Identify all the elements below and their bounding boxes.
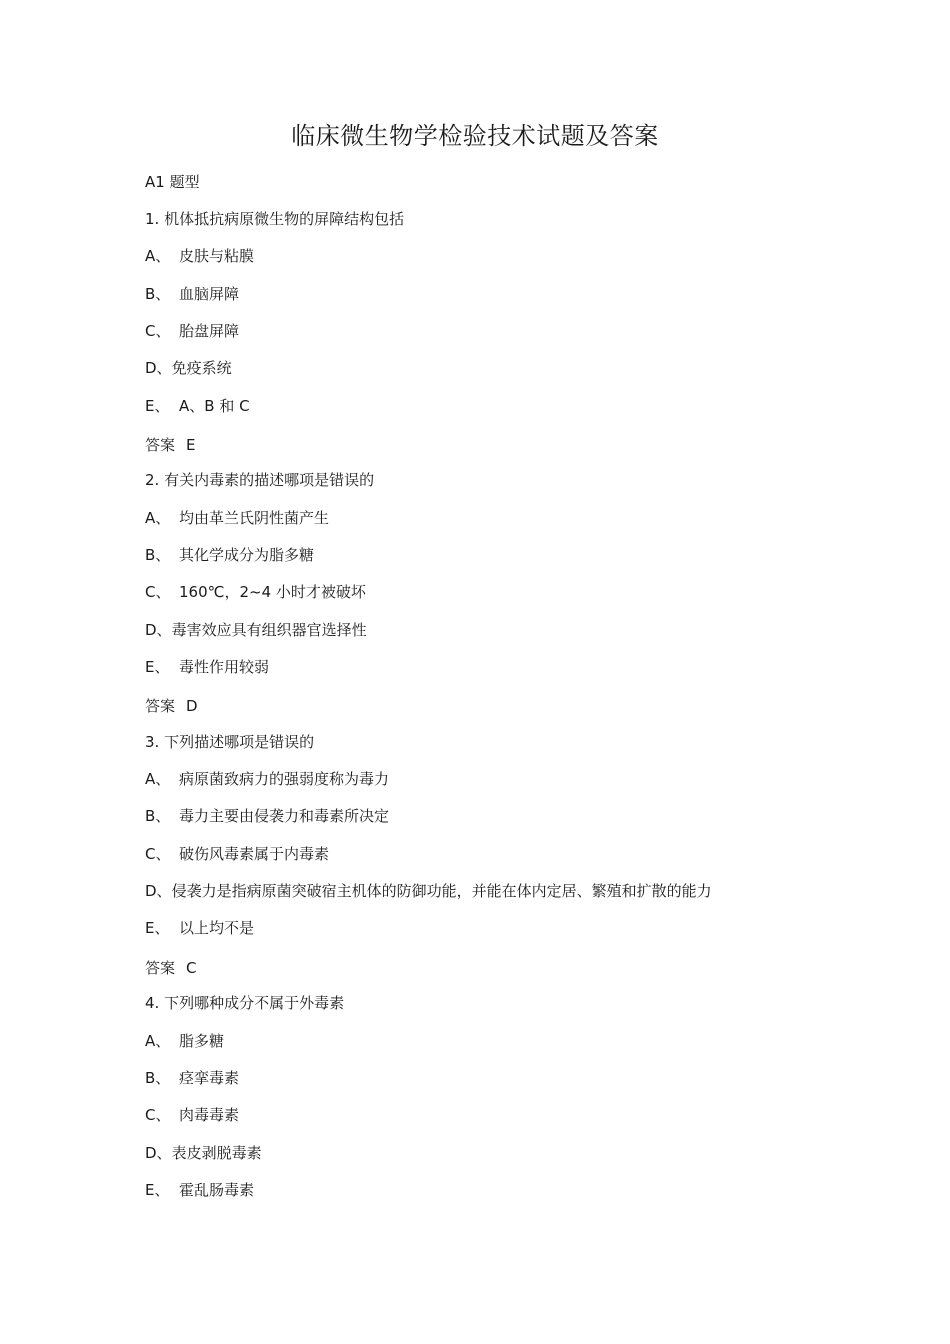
option-label: D、: [145, 882, 172, 900]
option-line: [145, 769, 389, 789]
answer-line: [145, 696, 198, 716]
answer-label: 答案: [145, 697, 176, 715]
option-line: [145, 1105, 239, 1125]
option-text: 痉挛毒素: [179, 1069, 240, 1087]
option-line: [145, 1068, 239, 1088]
option-label: D、: [145, 621, 172, 639]
option-label: E、: [145, 1181, 170, 1199]
option-text: 以上均不是: [179, 919, 255, 937]
option-text: 毒害效应具有组织器官选择性: [171, 621, 367, 639]
answer-label: 答案: [145, 959, 176, 977]
option-line: [145, 358, 232, 378]
option-line: [145, 1143, 262, 1163]
option-text: 免疫系统: [171, 359, 232, 377]
option-line: [145, 881, 712, 901]
option-label: C、: [145, 583, 171, 601]
option-label: A、: [145, 509, 171, 527]
option-line: [145, 284, 239, 304]
option-label: D、: [145, 359, 172, 377]
option-label: B、: [145, 285, 171, 303]
option-label: D、: [145, 1144, 172, 1162]
option-line: [145, 321, 239, 341]
option-line: [145, 657, 269, 677]
answer-value: C: [186, 959, 197, 977]
answer-line: [145, 958, 196, 978]
option-label: E、: [145, 397, 170, 415]
option-label: E、: [145, 919, 170, 937]
document-title: 临床微生物学检验技术试题及答案: [291, 122, 659, 150]
question-stem: 4. 下列哪种成分不属于外毒素: [145, 994, 345, 1012]
option-line: [145, 246, 254, 266]
option-line: [145, 396, 250, 416]
option-text: 160℃，2~4 小时才被破坏: [179, 583, 366, 601]
option-label: A、: [145, 770, 171, 788]
option-label: A、: [145, 1032, 171, 1050]
option-text: 其化学成分为脂多糖: [179, 546, 315, 564]
option-line: [145, 620, 367, 640]
option-line: [145, 1180, 254, 1200]
option-text: 侵袭力是指病原菌突破宿主机体的防御功能，并能在体内定居、繁殖和扩散的能力: [171, 882, 712, 900]
answer-line: [145, 435, 195, 455]
option-label: C、: [145, 845, 171, 863]
option-text: 均由革兰氏阴性菌产生: [179, 509, 330, 527]
option-line: [145, 508, 329, 528]
option-text: 血脑屏障: [179, 285, 240, 303]
option-line: [145, 918, 254, 938]
option-label: B、: [145, 546, 171, 564]
option-text: 毒性作用较弱: [179, 658, 270, 676]
option-line: [145, 806, 389, 826]
option-label: B、: [145, 1069, 171, 1087]
option-text: 破伤风毒素属于内毒素: [179, 845, 330, 863]
option-label: C、: [145, 1106, 171, 1124]
option-text: 胎盘屏障: [179, 322, 240, 340]
option-text: 霍乱肠毒素: [179, 1181, 255, 1199]
option-label: E、: [145, 658, 170, 676]
option-line: [145, 1031, 224, 1051]
answer-label: 答案: [145, 436, 176, 454]
option-line: [145, 844, 329, 864]
option-text: 表皮剥脱毒素: [171, 1144, 262, 1162]
option-line: [145, 545, 314, 565]
option-label: A、: [145, 247, 171, 265]
question-stem: 1. 机体抵抗病原微生物的屏障结构包括: [145, 210, 405, 228]
option-text: 脂多糖: [179, 1032, 225, 1050]
section-heading: A1 题型: [145, 173, 200, 191]
answer-value: D: [186, 697, 198, 715]
option-text: 病原菌致病力的强弱度称为毒力: [179, 770, 390, 788]
answer-value: E: [186, 436, 196, 454]
option-label: C、: [145, 322, 171, 340]
question-stem: 3. 下列描述哪项是错误的: [145, 733, 315, 751]
question-stem: 2. 有关内毒素的描述哪项是错误的: [145, 471, 375, 489]
option-label: B、: [145, 807, 171, 825]
option-text: 肉毒毒素: [179, 1106, 240, 1124]
option-text: 毒力主要由侵袭力和毒素所决定: [179, 807, 390, 825]
option-text: 皮肤与粘膜: [179, 247, 255, 265]
option-line: [145, 582, 366, 602]
option-text: A、B 和 C: [179, 397, 250, 415]
